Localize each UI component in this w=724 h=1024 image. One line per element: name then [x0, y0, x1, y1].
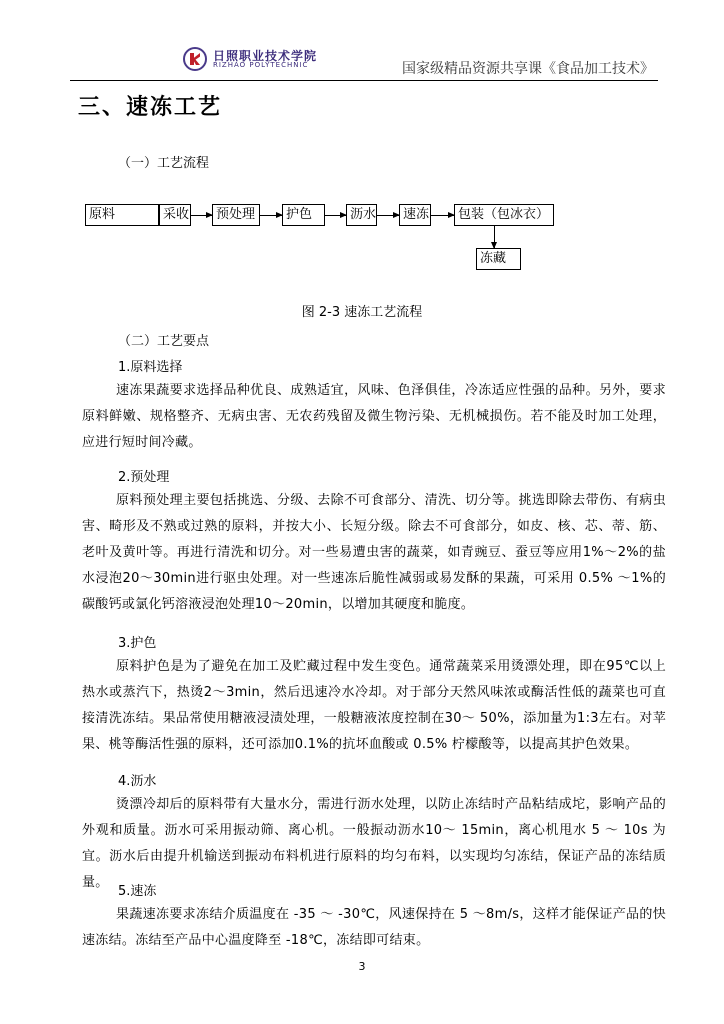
course-title: 国家级精品资源共享课《食品加工技术》 — [402, 61, 654, 77]
point-text-quick-freeze: 果蔬速冻要求冻结介质温度在 -35 ～ -30℃，风速保持在 5 ～8m/s，这样才能保证产品的快速冻结。冻结至产品中心温度降至 -18℃，冻结即可结束。 — [82, 907, 666, 948]
flow-arrow — [191, 215, 212, 216]
flow-arrow — [377, 215, 399, 216]
figure-caption: 图 2-3 速冻工艺流程 — [301, 305, 423, 320]
flow-arrow — [431, 215, 454, 216]
header-divider — [70, 80, 658, 81]
flow-step-harvest: 采收 — [159, 204, 191, 226]
point-text-draining: 烫漂冷却后的原料带有大量水分，需进行沥水处理，以防止冻结时产品粘结成坨，影响产品的外观和质量。沥水可采用振动筛、离心机。一般振动沥水10～ 15min，离心机甩水 5 ～ 10s 为宜。沥水后由提升机输送到振动布料机进行原料的均匀布料，以实现均匀冻结，保证产品的冻结质量。 — [82, 797, 666, 890]
flow-arrow-down — [494, 226, 495, 248]
point-text-color-protection: 原料护色是为了避免在加工及贮藏过程中发生变色。通常蔬菜采用烫漂处理，即在95℃以上热水或蒸汽下，热烫2～3min，然后迅速冷水冷却。对于部分天然风味浓或酶活性低的蔬菜也可直接清洗冻结。果品常使用糖液浸渍处理，一般糖液浓度控制在30～ 50%，添加量为1:3左右。对苹果、桃等酶活性强的原料，还可添加0.1%的抗坏血酸或 0.5% 柠檬酸等，以提高其护色效果。 — [82, 659, 666, 752]
school-logo — [183, 47, 323, 73]
page-number: 3 — [358, 960, 366, 973]
points-heading: （二）工艺要点 — [118, 334, 210, 349]
section-title: 三、速冻工艺 — [78, 95, 223, 120]
logo-emblem-icon — [183, 47, 207, 71]
flow-step-draining: 沥水 — [346, 204, 377, 226]
flow-step-quick-freeze: 速冻 — [399, 204, 431, 226]
flow-step-color-protection: 护色 — [282, 204, 325, 226]
flow-step-raw-material: 原料 — [85, 204, 159, 226]
point-text-pretreatment: 原料预处理主要包括挑选、分级、去除不可食部分、清洗、切分等。挑选即除去带伤、有病虫害、畸形及不熟或过熟的原料，并按大小、长短分级。除去不可食部分，如皮、核、芯、蒂、筋、老叶及黄叶等。再进行清洗和切分。对一些易遭虫害的蔬菜，如青豌豆、蚕豆等应用1%～2%的盐水浸泡20～30min进行驱虫处理。对一些速冻后脆性减弱或易发酥的果蔬，可采用 0.5% ～1%的碳酸钙或氯化钙溶液浸泡处理10～20min，以增加其硬度和脆度。 — [82, 493, 666, 612]
logo-english-name: RIZHAO POLYTECHNIC — [213, 61, 309, 69]
point-title-pretreatment: 2.预处理 — [118, 470, 170, 485]
flow-arrow — [325, 215, 346, 216]
point-text-raw-material: 速冻果蔬要求选择品种优良、成熟适宜，风味、色泽俱佳，冷冻适应性强的品种。另外，要求原料鲜嫩、规格整齐、无病虫害、无农药残留及微生物污染、无机械损伤。若不能及时加工处理，应进行短时间冷藏。 — [82, 383, 666, 450]
process-heading: （一）工艺流程 — [118, 156, 210, 171]
point-title-quick-freeze: 5.速冻 — [118, 884, 157, 899]
flow-step-pretreatment: 预处理 — [212, 204, 260, 226]
point-title-color-protection: 3.护色 — [118, 636, 157, 651]
point-title-raw-material: 1.原料选择 — [118, 360, 183, 375]
flow-arrow — [260, 215, 282, 216]
flow-step-frozen-storage: 冻藏 — [476, 248, 521, 270]
flow-step-packaging: 包装（包冰衣） — [454, 204, 554, 226]
logo-chinese-name: 日照职业技术学院 — [213, 49, 318, 63]
point-title-draining: 4.沥水 — [118, 774, 157, 789]
